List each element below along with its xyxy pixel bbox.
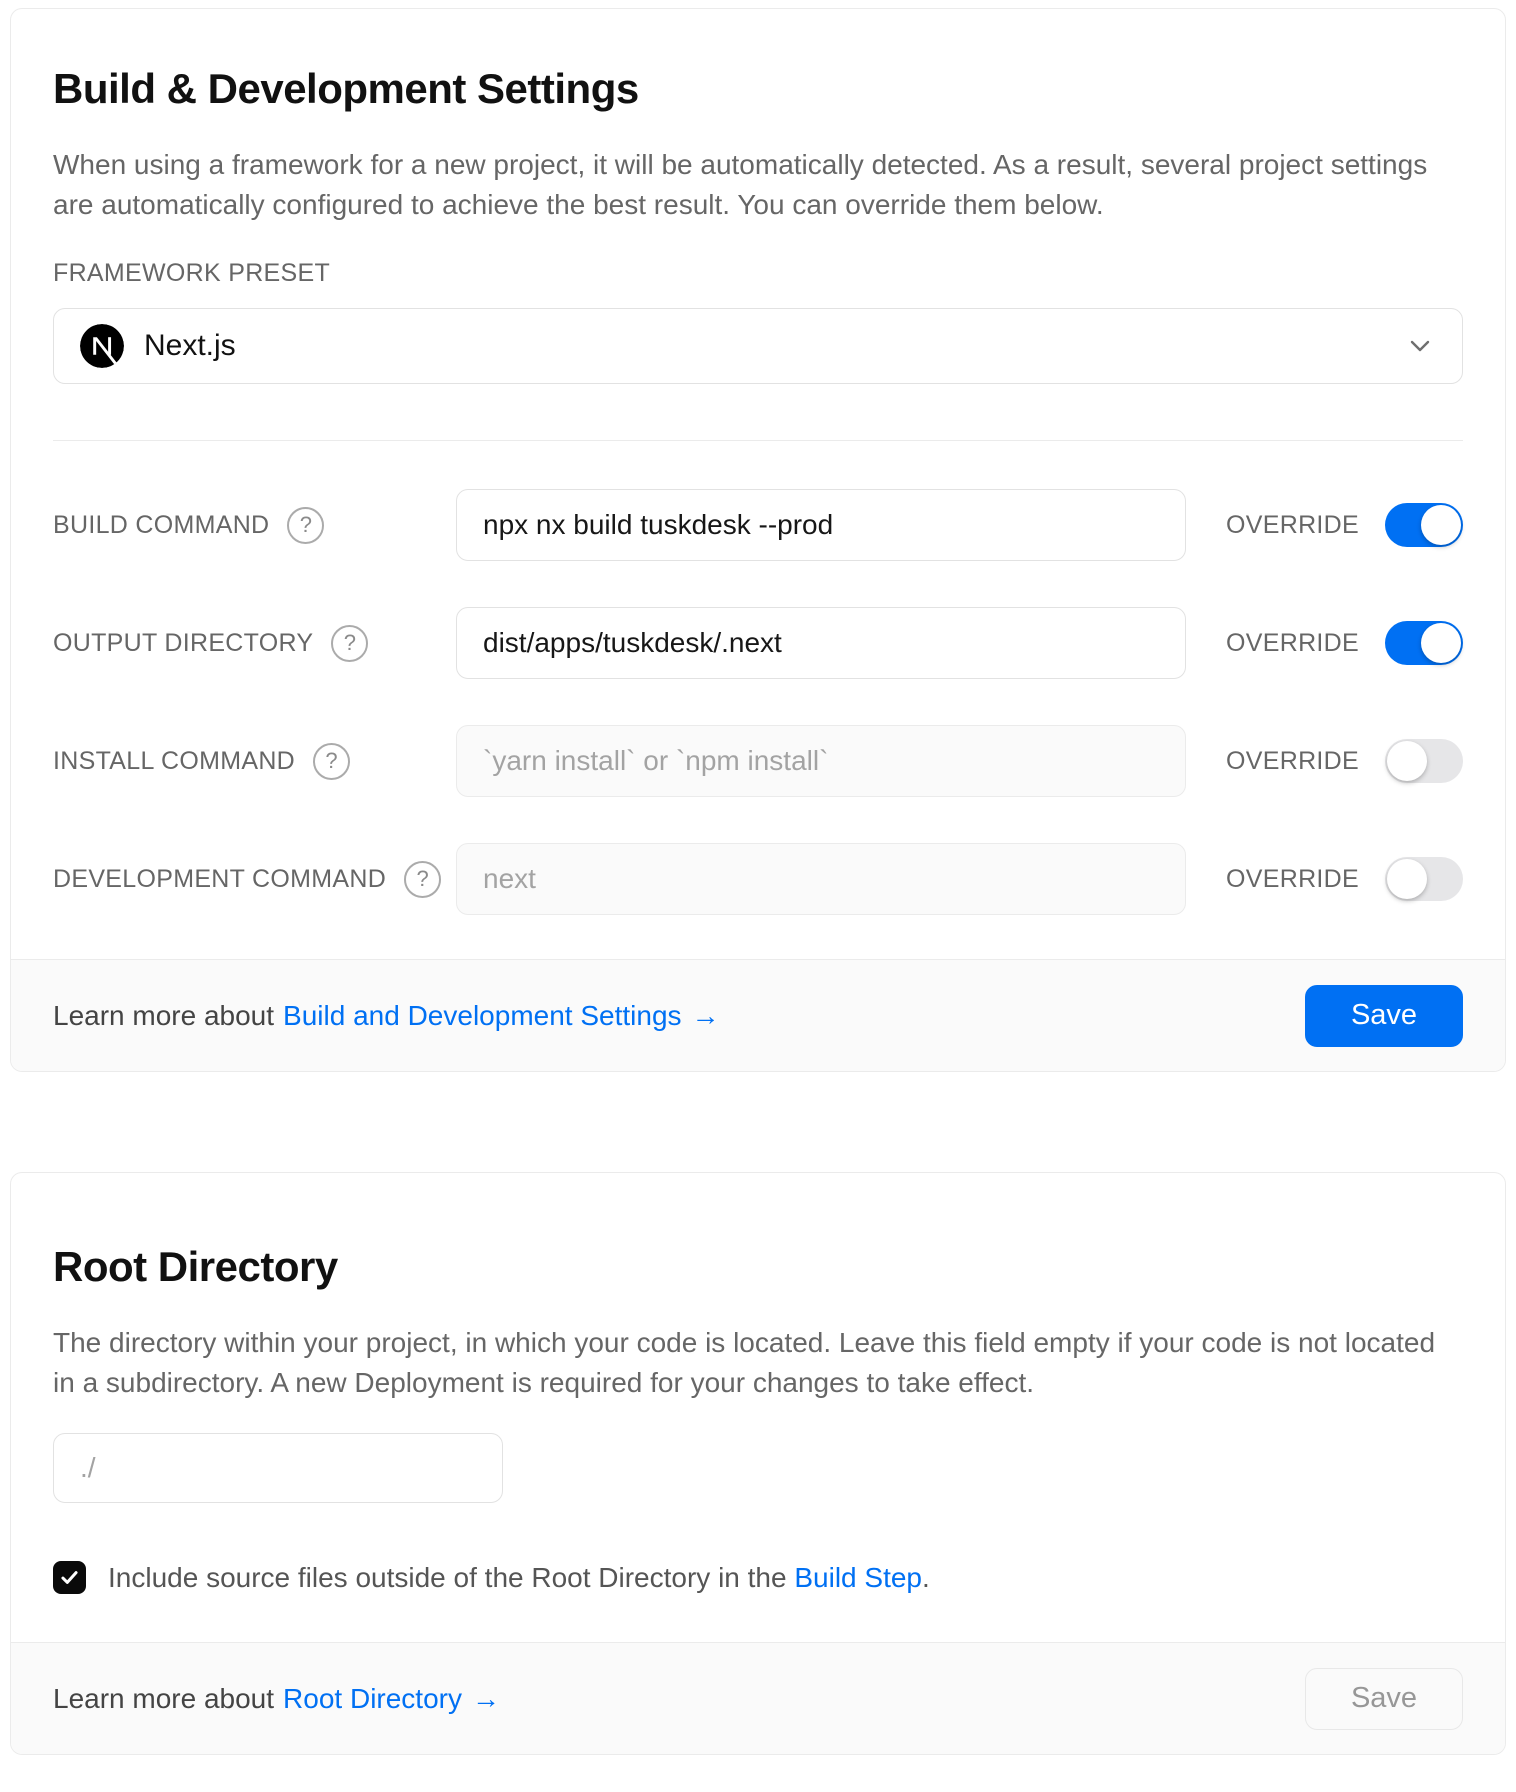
root-directory-description: The directory within your project, in which your code is located. Leave this field empty if your code is not located in a subdirectory. A new Deployment is required for your changes to take effect. [53,1327,1436,1398]
build-command-row [53,489,1463,561]
output-directory-override-toggle[interactable] [1385,621,1463,665]
override-label: OVERRIDE [1226,510,1359,539]
install-command-label: INSTALL COMMAND [53,746,296,775]
include-source-files-checkbox[interactable] [53,1561,86,1594]
framework-preset-label: FRAMEWORK PRESET [53,259,331,287]
help-icon[interactable]: ? [287,507,324,544]
install-command-override-toggle[interactable] [1385,739,1463,783]
toggle-knob [1421,623,1461,663]
check-icon [59,1567,80,1588]
output-directory-input[interactable] [456,607,1186,679]
build-command-override-toggle[interactable] [1385,503,1463,547]
override-label: OVERRIDE [1226,628,1359,657]
build-settings-docs-link[interactable]: Build and Development Settings → [283,999,720,1031]
section-divider [53,440,1463,441]
install-command-input[interactable] [456,725,1186,797]
development-command-override-toggle[interactable] [1385,857,1463,901]
build-settings-description: When using a framework for a new project, it will be automatically detected. As a result, several project settings are automatically configured to achieve the best result. You can override them below. [53,149,1428,220]
nextjs-logo-icon [80,324,124,368]
root-directory-docs-link[interactable]: Root Directory → [283,1682,500,1714]
override-label: OVERRIDE [1226,864,1359,893]
arrow-right-icon: → [691,999,720,1031]
development-command-label: DEVELOPMENT COMMAND [53,864,387,893]
build-command-label: BUILD COMMAND [53,510,270,539]
install-command-row [53,725,1463,797]
output-directory-label: OUTPUT DIRECTORY [53,628,314,657]
framework-preset-select[interactable] [53,308,1463,384]
build-settings-card [10,8,1506,1072]
build-settings-save-button[interactable]: Save [1305,985,1463,1047]
chevron-down-icon [1404,330,1436,362]
root-directory-title: Root Directory [53,1243,338,1290]
learn-more-text [53,1683,500,1715]
help-icon[interactable]: ? [313,743,350,780]
override-label: OVERRIDE [1226,746,1359,775]
root-directory-input[interactable] [53,1433,503,1503]
build-settings-title: Build & Development Settings [53,65,639,112]
build-step-link[interactable]: Build Step [794,1561,922,1593]
learn-more-prefix: Learn more about [53,999,275,1031]
root-directory-footer [11,1642,1505,1754]
arrow-right-icon: → [471,1682,500,1714]
build-command-input[interactable] [456,489,1186,561]
build-settings-footer [11,959,1505,1071]
root-directory-card [10,1172,1506,1755]
output-directory-row [53,607,1463,679]
include-source-files-row [53,1561,1463,1594]
toggle-knob [1421,505,1461,545]
learn-more-text [53,1000,720,1032]
learn-more-prefix: Learn more about [53,1682,275,1714]
framework-preset-value: Next.js [144,329,236,362]
root-directory-save-button[interactable]: Save [1305,1668,1463,1730]
development-command-row [53,843,1463,915]
project-settings-page [0,8,1516,1755]
development-command-input[interactable] [456,843,1186,915]
toggle-knob [1387,741,1427,781]
help-icon[interactable]: ? [404,861,441,898]
help-icon[interactable]: ? [331,625,368,662]
include-source-files-label: Include source files outside of the Root Directory in the Build Step. [108,1561,930,1593]
build-settings-rows [53,489,1463,915]
toggle-knob [1387,859,1427,899]
